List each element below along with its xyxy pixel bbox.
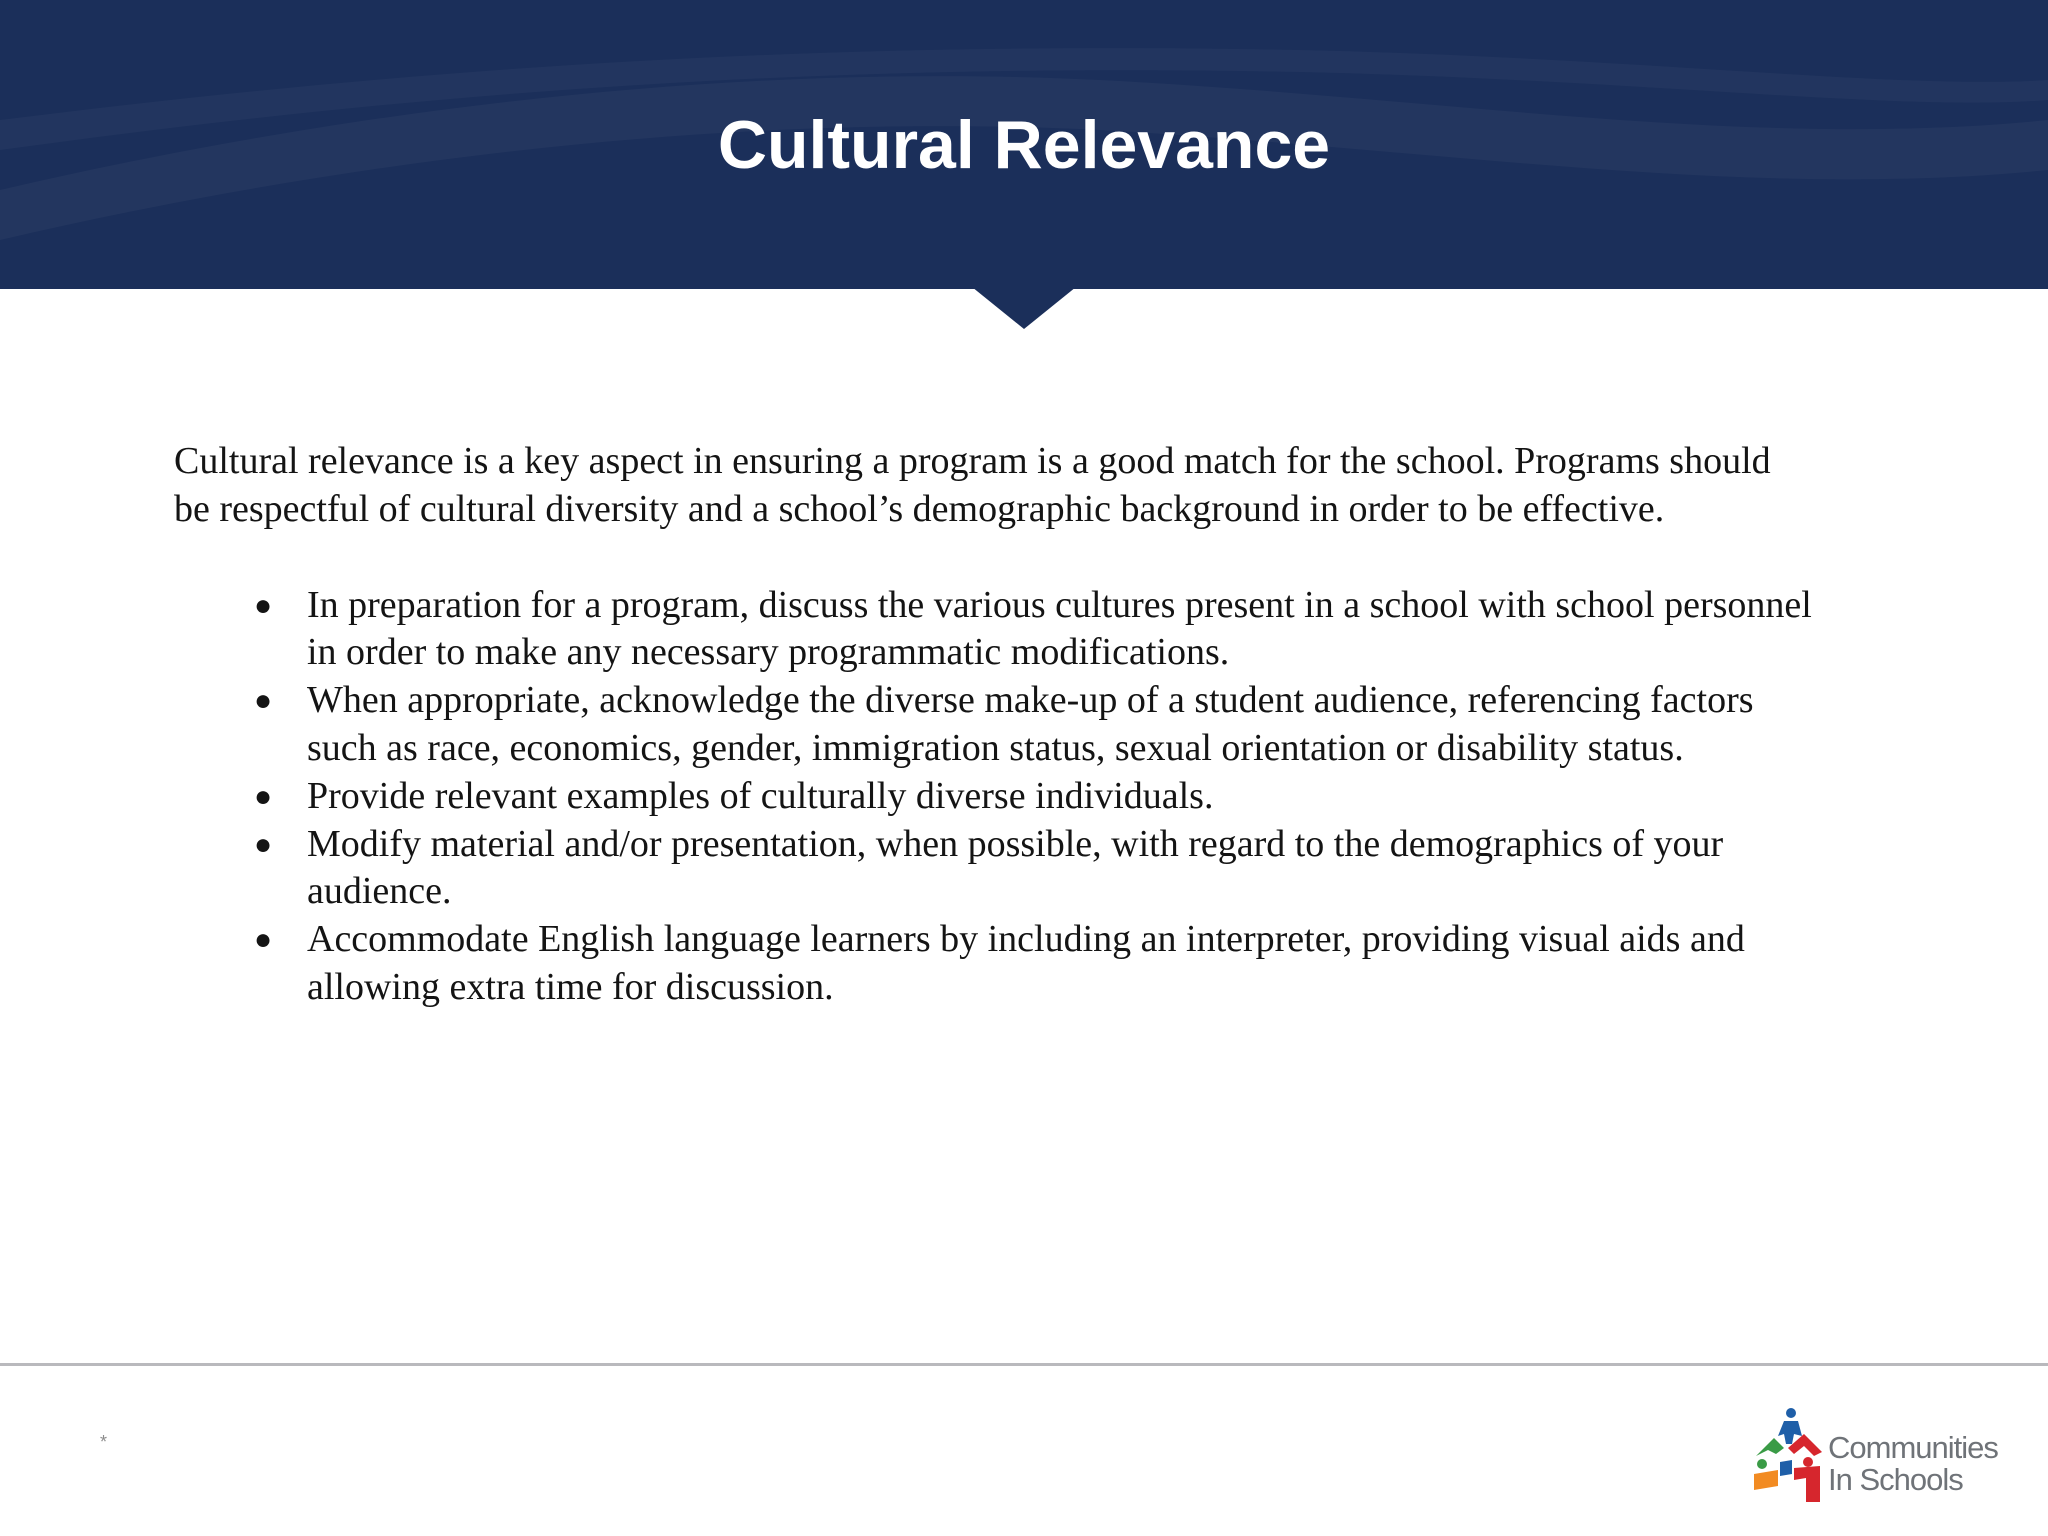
- footer-divider: [0, 1363, 2048, 1366]
- communities-in-schools-logo: [1748, 1404, 2008, 1504]
- bullet-icon: ●: [254, 827, 273, 861]
- bullet-item: [254, 821, 1814, 917]
- logo-wordmark: [1828, 1432, 1998, 1496]
- page-marker: *: [100, 1432, 108, 1452]
- bullet-list: [174, 582, 1814, 1012]
- bullet-icon: ●: [254, 684, 273, 718]
- bullet-text: Modify material and/or presentation, when possible, with regard to the demographics of your audience.: [307, 822, 1724, 913]
- communities-in-schools-logo-icon: [1748, 1404, 1830, 1504]
- bullet-text: When appropriate, acknowledge the diverse make-up of a student audience, referencing factors such as race, economics, gender, immigration status, sexual orientation or disability status.: [307, 679, 1754, 769]
- slide-body: [174, 438, 1814, 1012]
- bullet-item: [254, 582, 1814, 678]
- bullet-icon: ●: [254, 588, 273, 622]
- bullet-item: [254, 773, 1814, 821]
- header-banner: [0, 0, 2048, 289]
- bullet-icon: ●: [254, 923, 273, 957]
- bullet-item: [254, 916, 1814, 1012]
- bullet-item: [254, 677, 1814, 773]
- bullet-text: Accommodate English language learners by including an interpreter, providing visual aids and allowing extra time for discussion.: [307, 918, 1745, 1008]
- slide-title: Cultural Relevance: [717, 107, 1331, 183]
- bullet-icon: ●: [254, 779, 273, 813]
- header-pointer: [972, 287, 1076, 329]
- bullet-text: In preparation for a program, discuss the various cultures present in a school with school personnel in order to make any necessary programmatic modifications.: [307, 583, 1812, 674]
- bullet-text: Provide relevant examples of culturally diverse individuals.: [307, 774, 1214, 817]
- logo-line-2: In Schools: [1828, 1462, 1963, 1497]
- intro-paragraph: Cultural relevance is a key aspect in ensuring a program is a good match for the school. Programs should be respectful of cultural diversity and a school’s demographic background in order to be effective.: [174, 440, 1771, 530]
- logo-line-1: Communities: [1828, 1430, 1998, 1465]
